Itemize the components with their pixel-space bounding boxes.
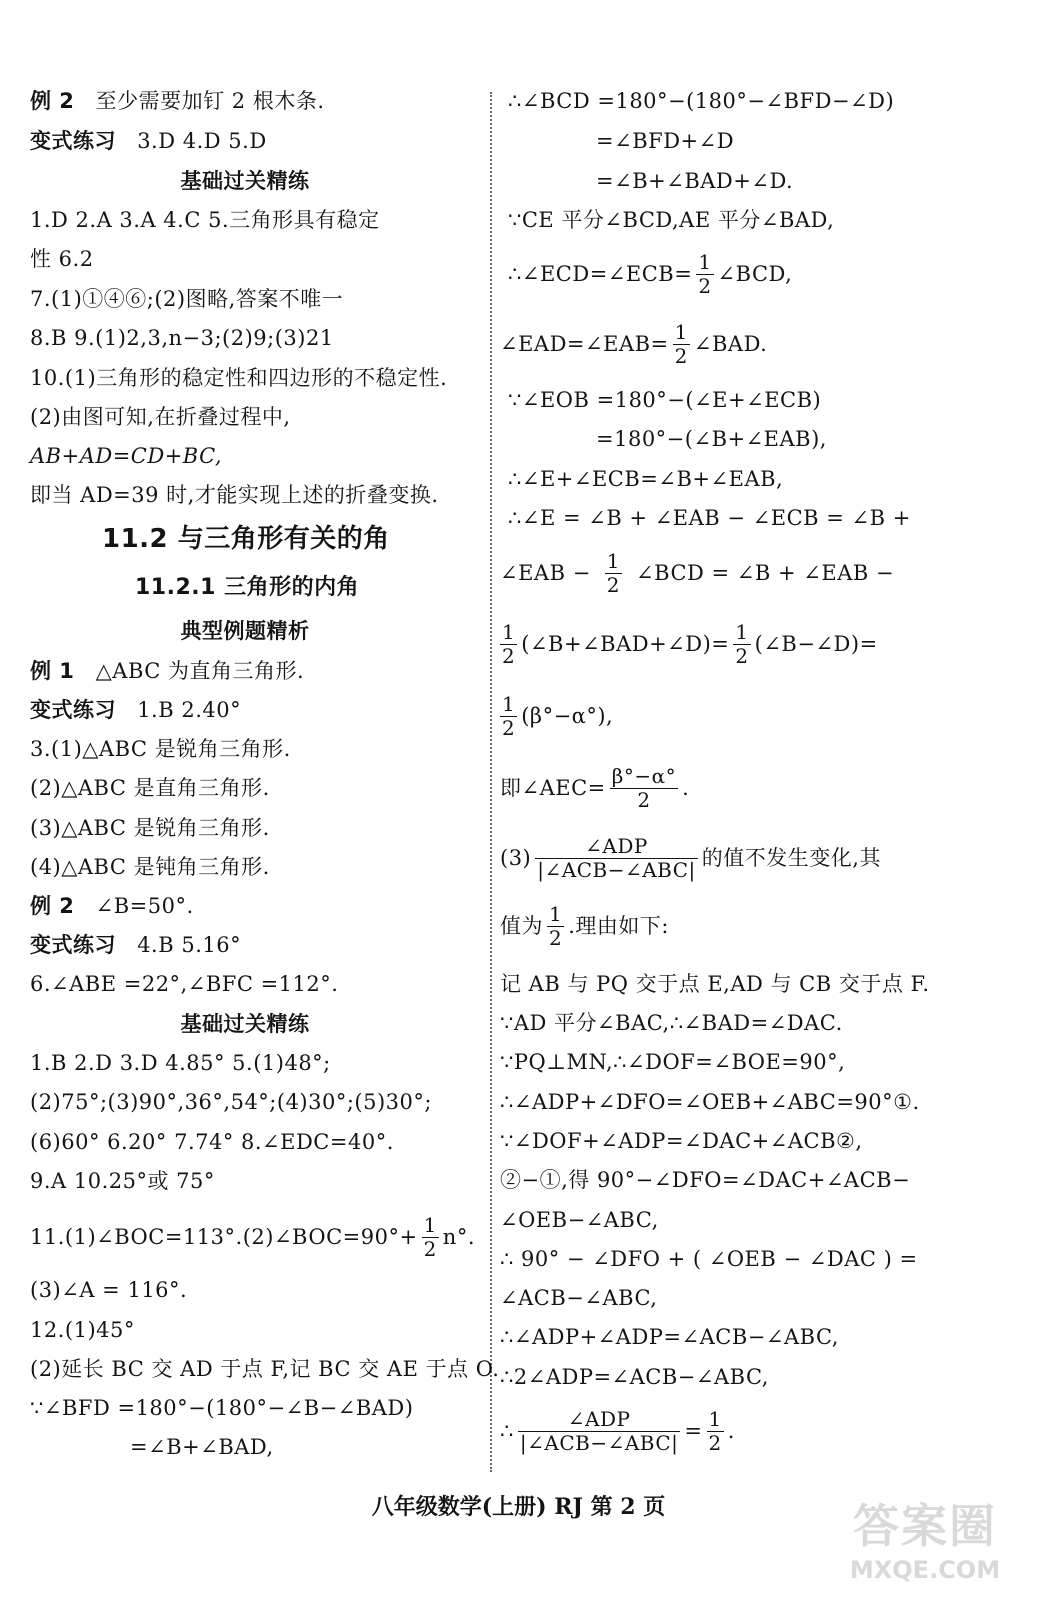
solution-line: ∵CE 平分∠BCD,AE 平分∠BAD, (508, 208, 835, 232)
fraction (610, 765, 678, 812)
answer-line: 12.(1)45° (30, 1318, 135, 1342)
fraction-numerator: 1 (674, 319, 688, 344)
fraction-numerator: 1 (708, 1406, 722, 1431)
section-heading: 典型例题精析 (180, 619, 310, 643)
fraction (605, 550, 622, 597)
example-1-line (30, 661, 304, 682)
fraction-numerator: 1 (698, 249, 712, 274)
example-label: 例 1 (30, 659, 75, 683)
example-2-line (30, 91, 325, 112)
variant-label: 变式练习 (30, 698, 116, 722)
answer-line-fraction (30, 1212, 475, 1262)
fraction-denominator: 2 (502, 715, 516, 740)
answer-line: (2)延长 BC 交 AD 于点 F,记 BC 交 AE 于点 O. (30, 1357, 500, 1381)
solution-text: ∠EAB − (500, 560, 591, 585)
solution-line: ②−①,得 90°−∠DFO=∠DAC+∠ACB− (500, 1168, 911, 1192)
fraction-numerator: ∠ADP (518, 1408, 681, 1432)
solution-text: (β°−α°), (521, 703, 614, 728)
answer-line: AB+AD=CD+BC, (30, 444, 223, 468)
fraction-denominator: 2 (735, 643, 749, 668)
section-heading: 基础过关精练 (180, 169, 310, 193)
fraction-numerator: 1 (423, 1212, 437, 1237)
fraction (707, 1408, 724, 1455)
fraction (500, 693, 517, 740)
fraction (733, 621, 750, 668)
solution-text: (∠B+∠BAD+∠D)= (521, 631, 730, 656)
fraction (500, 621, 517, 668)
answer-line: 10.(1)三角形的稳定性和四边形的不稳定性. (30, 366, 448, 390)
variant-label: 变式练习 (30, 129, 116, 153)
answer-line: 性 6.2 (30, 247, 94, 271)
solution-text: 即∠AEC= (500, 775, 606, 800)
solution-text: 值为 (500, 913, 543, 938)
fraction-denominator: 2 (423, 1236, 437, 1261)
solution-line-fraction (508, 248, 792, 300)
answer-line: (2)△ABC 是直角三角形. (30, 776, 270, 800)
answer-line: 1.D 2.A 3.A 4.C 5.三角形具有稳定 (30, 208, 380, 232)
variant-practice-line (30, 131, 267, 152)
fraction (518, 1408, 681, 1455)
answer-line: (2)由图可知,在折叠过程中, (30, 405, 291, 429)
solution-line-fraction (500, 690, 613, 742)
fraction (422, 1214, 439, 1261)
fraction-denominator: |∠ACB−∠ABC| (537, 857, 696, 882)
solution-text: .理由如下: (568, 913, 669, 938)
answer-line: (2)75°;(3)90°,36°,54°;(4)30°;(5)30°; (30, 1090, 432, 1114)
solution-line: ∠ACB−∠ABC, (500, 1286, 658, 1310)
example-text: 至少需要加钉 2 根木条. (95, 89, 325, 113)
answer-line: 6.∠ABE =22°,∠BFC =112°. (30, 972, 339, 996)
answer-line: =∠B+∠BAD, (130, 1435, 274, 1459)
solution-text: ∠BCD, (717, 261, 793, 286)
fraction-numerator: 1 (549, 901, 563, 926)
fraction-numerator: 1 (502, 619, 516, 644)
fraction (673, 321, 690, 368)
solution-line: =180°−(∠B+∠EAB), (596, 427, 827, 451)
solution-line: =∠BFD+∠D (596, 129, 735, 153)
solution-line-fraction (500, 900, 669, 952)
example-2b-line (30, 896, 194, 917)
solution-text: . (727, 1418, 735, 1443)
solution-text: (3) (500, 845, 532, 870)
answer-line: ∵∠BFD =180°−(180°−∠B−∠BAD) (30, 1396, 414, 1420)
solution-line-fraction (500, 760, 689, 816)
fraction-denominator: 2 (708, 1430, 722, 1455)
variant-practice-line (30, 700, 241, 721)
fraction-denominator: 2 (698, 273, 712, 298)
solution-line-fraction (500, 1403, 735, 1459)
solution-line: ∴ 90° − ∠DFO + ( ∠OEB − ∠DAC ) = (500, 1247, 918, 1271)
section-heading: 基础过关精练 (180, 1012, 310, 1036)
answer-line: (6)60° 6.20° 7.74° 8.∠EDC=40°. (30, 1130, 394, 1154)
solution-text: = (684, 1418, 703, 1443)
answer-line: (4)△ABC 是钝角三角形. (30, 855, 270, 879)
solution-line: ∵AD 平分∠BAC,∴∠BAD=∠DAC. (500, 1011, 843, 1035)
watermark-url: MXQE.COM (849, 1556, 1001, 1584)
solution-line: ∴∠ADP+∠ADP=∠ACB−∠ABC, (500, 1325, 839, 1349)
solution-line: ∴2∠ADP=∠ACB−∠ABC, (500, 1365, 769, 1389)
solution-line: ∴∠E+∠ECB=∠B+∠EAB, (508, 467, 784, 491)
fraction (547, 903, 564, 950)
variant-answers: 3.D 4.D 5.D (137, 129, 267, 153)
variant-answers: 4.B 5.16° (137, 933, 242, 957)
solution-text: ∴∠ECD=∠ECB= (508, 261, 693, 286)
solution-line-fraction (500, 618, 878, 670)
variant-label: 变式练习 (30, 933, 116, 957)
variant-practice-line (30, 935, 241, 956)
example-text: ∠B=50°. (95, 894, 194, 918)
page-footer: 八年级数学(上册) RJ 第 2 页 (371, 1494, 666, 1520)
solution-line-fraction (500, 318, 767, 370)
solution-line: ∵∠EOB =180°−(∠E+∠ECB) (508, 388, 822, 412)
answer-line: 3.(1)△ABC 是锐角三角形. (30, 737, 291, 761)
solution-line: ∵∠DOF+∠ADP=∠DAC+∠ACB②, (500, 1129, 863, 1153)
fraction-denominator: 2 (549, 925, 563, 950)
answer-line: (3)∠A = 116°. (30, 1278, 188, 1302)
fraction-denominator: 2 (674, 343, 688, 368)
solution-text: ∠BAD. (693, 331, 768, 356)
section-title: 11.2 与三角形有关的角 (102, 524, 390, 554)
answer-text: 11.(1)∠BOC=113°.(2)∠BOC=90°+ (30, 1224, 418, 1249)
column-divider (490, 92, 492, 1472)
answer-line: 1.B 2.D 3.D 4.85° 5.(1)48°; (30, 1051, 331, 1075)
solution-line: ∵PQ⊥MN,∴∠DOF=∠BOE=90°, (500, 1050, 846, 1074)
solution-line: ∴∠BCD =180°−(180°−∠BFD−∠D) (508, 89, 895, 113)
watermark-logo (835, 1490, 1015, 1586)
answer-line: 7.(1)①④⑥;(2)图略,答案不唯一 (30, 287, 344, 311)
fraction-numerator: 1 (606, 548, 621, 573)
fraction-numerator: ∠ADP (535, 835, 698, 859)
solution-text: ∠BCD = ∠B + ∠EAB − (636, 560, 895, 585)
fraction-numerator: β°−α° (611, 763, 677, 788)
example-label: 例 2 (30, 894, 75, 918)
watermark-text: 答案圈 (853, 1499, 997, 1553)
subsection-title: 11.2.1 三角形的内角 (135, 575, 360, 600)
example-text: △ABC 为直角三角形. (95, 659, 305, 683)
fraction-numerator: 1 (502, 691, 516, 716)
solution-text: . (682, 775, 690, 800)
answer-line: (3)△ABC 是锐角三角形. (30, 816, 270, 840)
fraction (696, 251, 713, 298)
solution-text: ∠EAD=∠EAB= (500, 331, 669, 356)
solution-line: ∠OEB−∠ABC, (500, 1208, 659, 1232)
solution-text: (∠B−∠D)= (754, 631, 878, 656)
variant-answers: 1.B 2.40° (137, 698, 242, 722)
fraction-numerator: 1 (735, 619, 749, 644)
fraction-denominator: 2 (637, 787, 651, 812)
answer-line: 8.B 9.(1)2,3,n−3;(2)9;(3)21 (30, 326, 334, 350)
answer-line: 即当 AD=39 时,才能实现上述的折叠变换. (30, 483, 439, 507)
solution-line: =∠B+∠BAD+∠D. (596, 169, 794, 193)
solution-line-fraction (500, 547, 894, 599)
solution-line: 记 AB 与 PQ 交于点 E,AD 与 CB 交于点 F. (500, 972, 930, 996)
solution-line-fraction (500, 830, 881, 886)
example-label: 例 2 (30, 89, 75, 113)
answer-line: 9.A 10.25°或 75° (30, 1169, 215, 1193)
answer-text: n°. (442, 1224, 475, 1249)
solution-text: 的值不发生变化,其 (701, 845, 881, 870)
fraction-denominator: |∠ACB−∠ABC| (519, 1430, 679, 1455)
solution-text: ∴ (500, 1418, 514, 1443)
fraction-denominator: 2 (502, 643, 516, 668)
fraction-denominator: 2 (606, 572, 621, 597)
fraction (535, 835, 698, 882)
solution-line: ∴∠E = ∠B + ∠EAB − ∠ECB = ∠B + (508, 506, 911, 530)
solution-line: ∴∠ADP+∠DFO=∠OEB+∠ABC=90°①. (500, 1090, 920, 1114)
